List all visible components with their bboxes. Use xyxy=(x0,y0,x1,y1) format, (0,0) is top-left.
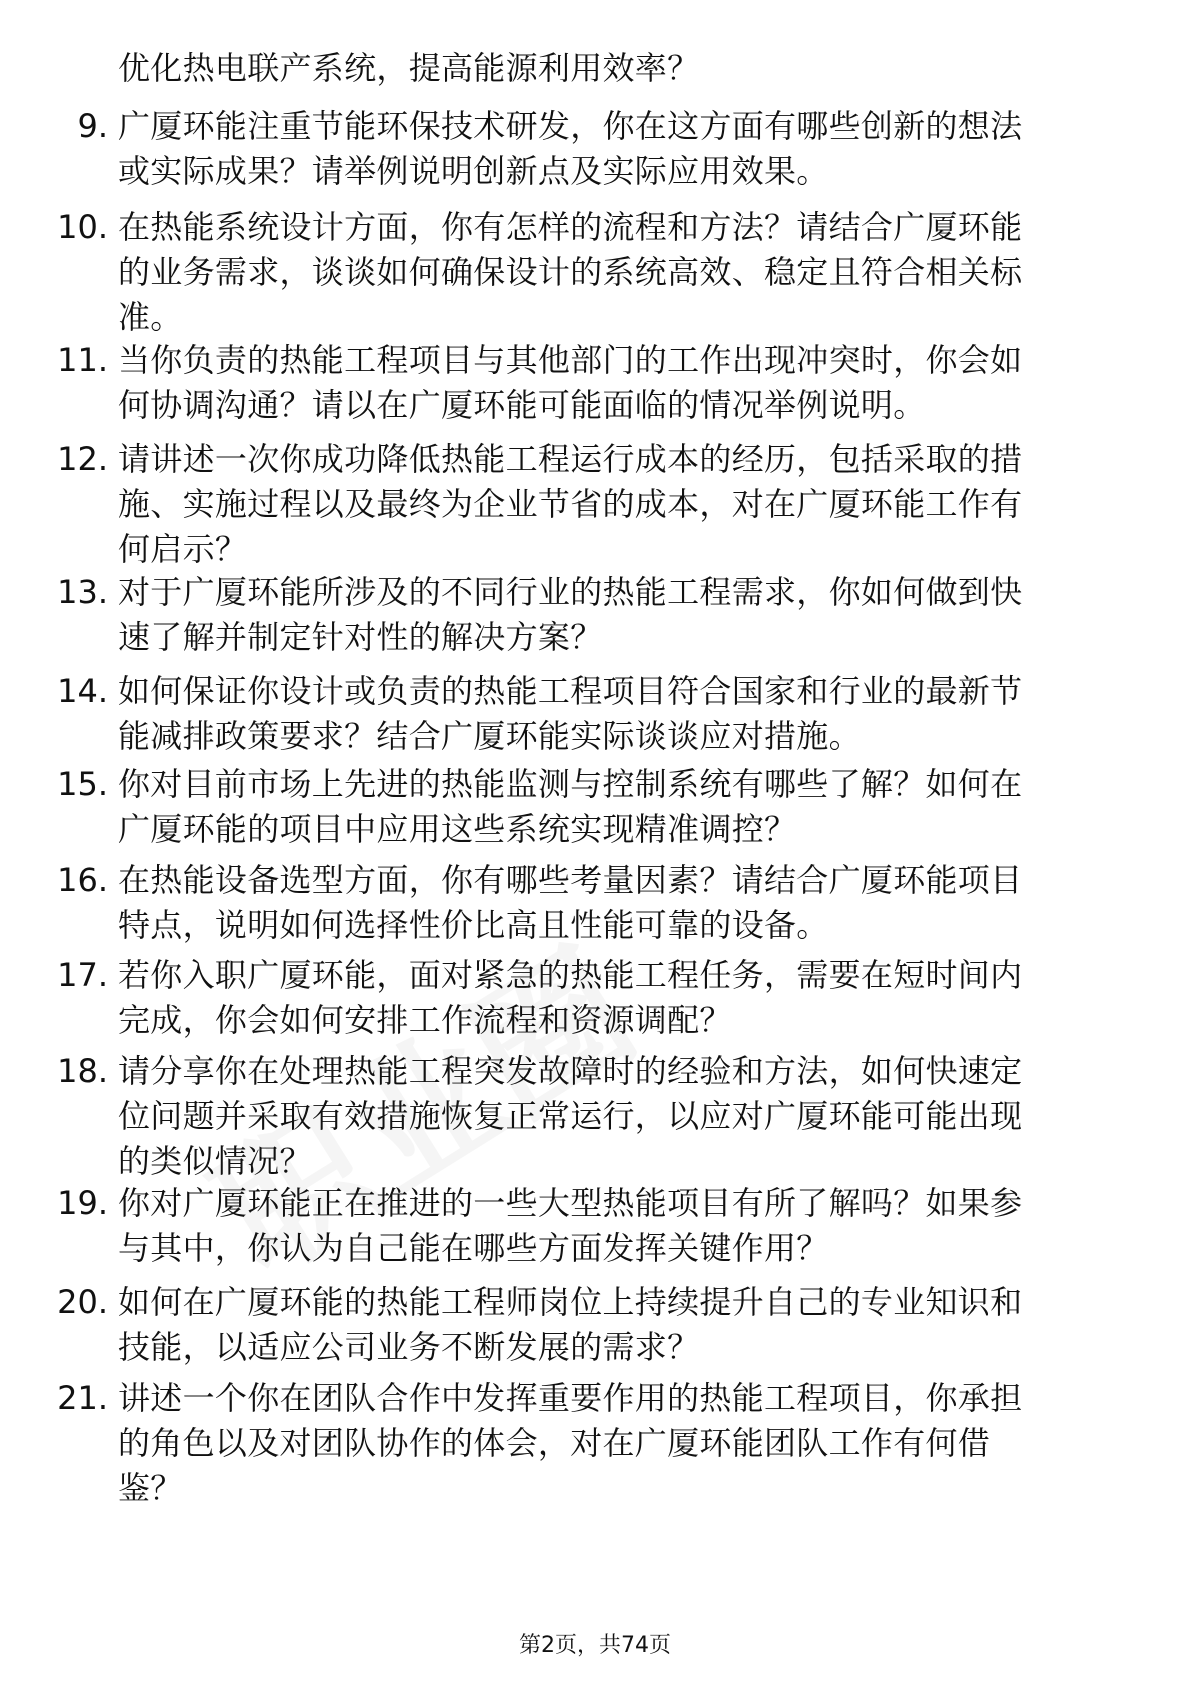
question-text-line: 与其中，你认为自己能在哪些方面发挥关键作用？ xyxy=(118,1229,829,1267)
question-number: 9. xyxy=(77,107,108,145)
question-text-line: 的类似情况？ xyxy=(118,1142,312,1180)
question-text-line: 准。 xyxy=(118,298,183,336)
question-number: 17. xyxy=(57,956,108,994)
page-footer: 第2页，共74页 xyxy=(519,1633,671,1658)
question-text-line: 技能，以适应公司业务不断发展的需求？ xyxy=(118,1328,700,1366)
question-number: 16. xyxy=(57,861,108,899)
question-text-line: 对于广厦环能所涉及的不同行业的热能工程需求，你如何做到快 xyxy=(118,573,1023,611)
question-number: 19. xyxy=(57,1184,108,1222)
question-text-line: 施、实施过程以及最终为企业节省的成本，对在广厦环能工作有 xyxy=(118,485,1023,523)
question-text-line: 特点，说明如何选择性价比高且性能可靠的设备。 xyxy=(118,906,829,944)
question-text-line: 的业务需求，谈谈如何确保设计的系统高效、稳定且符合相关标 xyxy=(118,253,1023,291)
question-text-line: 鉴？ xyxy=(118,1469,183,1507)
question-text-line: 请分享你在处理热能工程突发故障时的经验和方法，如何快速定 xyxy=(118,1052,1023,1090)
question-text-line: 速了解并制定针对性的解决方案？ xyxy=(118,618,603,656)
question-text-line: 如何在广厦环能的热能工程师岗位上持续提升自己的专业知识和 xyxy=(118,1283,1023,1321)
question-number: 13. xyxy=(57,573,108,611)
question-text-line: 完成，你会如何安排工作流程和资源调配？ xyxy=(118,1001,732,1039)
question-text-line: 在热能系统设计方面，你有怎样的流程和方法？请结合广厦环能 xyxy=(118,208,1023,246)
question-text-line: 如何保证你设计或负责的热能工程项目符合国家和行业的最新节 xyxy=(118,672,1023,710)
question-text-line: 何启示？ xyxy=(118,530,248,568)
question-text-line: 能减排政策要求？结合广厦环能实际谈谈应对措施。 xyxy=(118,717,861,755)
question-text-line: 或实际成果？请举例说明创新点及实际应用效果。 xyxy=(118,152,829,190)
question-text-line: 你对广厦环能正在推进的一些大型热能项目有所了解吗？如果参 xyxy=(118,1184,1023,1222)
question-number: 14. xyxy=(57,672,108,710)
question-text-line: 位问题并采取有效措施恢复正常运行，以应对广厦环能可能出现 xyxy=(118,1097,1023,1135)
question-text-line: 广厦环能注重节能环保技术研发，你在这方面有哪些创新的想法 xyxy=(118,107,1023,145)
question-text-line: 何协调沟通？请以在广厦环能可能面临的情况举例说明。 xyxy=(118,386,926,424)
question-number: 21. xyxy=(57,1379,108,1417)
question-number: 12. xyxy=(57,440,108,478)
question-text-line: 若你入职广厦环能，面对紧急的热能工程任务，需要在短时间内 xyxy=(118,956,1023,994)
question-text-line: 讲述一个你在团队合作中发挥重要作用的热能工程项目，你承担 xyxy=(118,1379,1023,1417)
question-text-line: 请讲述一次你成功降低热能工程运行成本的经历，包括采取的措 xyxy=(118,440,1023,478)
question-number: 18. xyxy=(57,1052,108,1090)
question-text-line: 广厦环能的项目中应用这些系统实现精准调控？ xyxy=(118,810,797,848)
question-number: 11. xyxy=(57,341,108,379)
question-number: 15. xyxy=(57,765,108,803)
question-number: 10. xyxy=(57,208,108,246)
question-text-line: 你对目前市场上先进的热能监测与控制系统有哪些了解？如何在 xyxy=(118,765,1023,803)
question-text-line: 的角色以及对团队协作的体会，对在广厦环能团队工作有何借 xyxy=(118,1424,991,1462)
question-number: 20. xyxy=(57,1283,108,1321)
question-text-line: 在热能设备选型方面，你有哪些考量因素？请结合广厦环能项目 xyxy=(118,861,1023,899)
question-text-line: 当你负责的热能工程项目与其他部门的工作出现冲突时，你会如 xyxy=(118,341,1023,379)
continuation-line: 优化热电联产系统，提高能源利用效率？ xyxy=(118,49,700,87)
